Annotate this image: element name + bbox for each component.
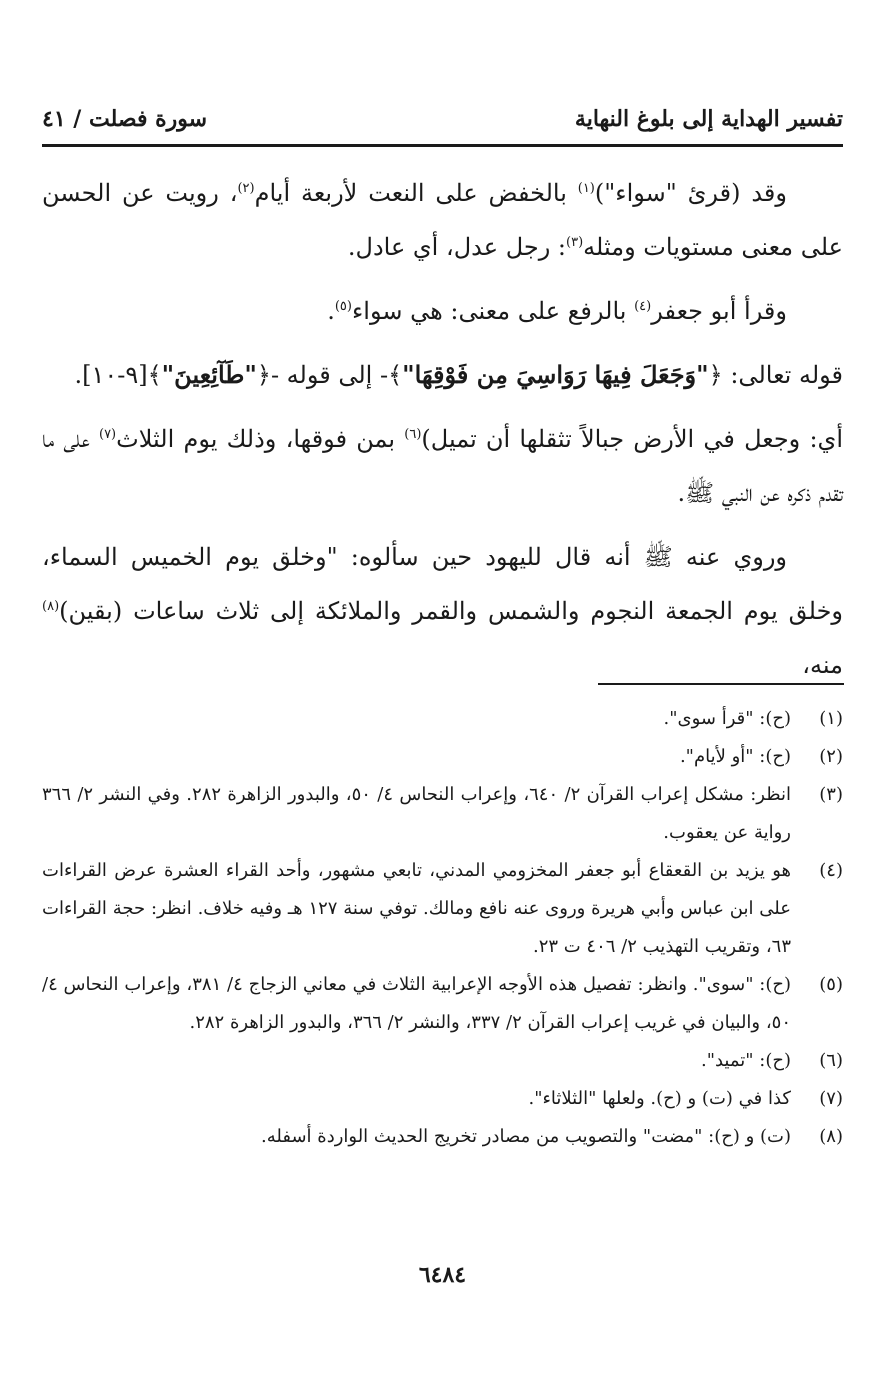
footnote [42, 1042, 843, 1080]
footnote-ref: (٨) [42, 599, 60, 614]
footnote-number: (٦) [819, 1050, 843, 1071]
text-run: منه، [802, 651, 843, 679]
page-number: ٦٤٨٤ [418, 1262, 467, 1288]
quran-verse-paragraph [42, 348, 843, 402]
footnote-number: (٨) [819, 1126, 843, 1147]
paragraph [42, 530, 843, 692]
footnote-number: (٧) [819, 1088, 843, 1109]
footnote-ref: (٥) [334, 299, 352, 314]
footnote [42, 776, 843, 852]
footnote-rule [598, 683, 844, 685]
footnote-number: (٣) [819, 784, 843, 805]
text-run: ﴾[٩-١٠]. [74, 361, 162, 389]
text-run: وقرأ أبو جعفر [651, 297, 787, 325]
main-text [42, 166, 843, 702]
footnote-text: (ح): "سوى". وانظر: تفصيل هذه الأوجه الإعرابية الثلاث في معاني الزجاج ٤/ ٣٨١، وإعراب النحاس ٤/ ٥٠، والبيان في غريب إعراب القرآن ٢/ ٣٣٧، والنشر ٢/ ٣٦٦، والبدور الزاهرة ٢٨٢. [42, 974, 791, 1033]
text-run: بمن فوقها، وذلك يوم الثلاث [116, 425, 405, 453]
footnote [42, 700, 843, 738]
paragraph [42, 166, 843, 274]
running-head [42, 98, 843, 132]
footnote-number: (٢) [819, 746, 843, 767]
text-run: . [327, 297, 335, 325]
footnote-ref: (٤) [634, 299, 652, 314]
text-run: وروي عنه ﷺ أنه قال لليهود حين سألوه: "وخلق يوم الخميس السماء، وخلق يوم الجمعة النجوم والشمس والقمر والملائكة إلى ثلاث ساعات (بقين) [42, 543, 843, 625]
footnote-ref: (١) [577, 181, 595, 196]
text-run: أي: وجعل في الأرض جبالاً تثقلها أن تميل) [421, 425, 843, 453]
footnote-text: (ح): "تميد". [700, 1050, 791, 1071]
footnote [42, 738, 843, 776]
footnote-text: (ت) و (ح): "مضت" والتصويب من مصادر تخريج الحديث الواردة أسفله. [261, 1126, 791, 1147]
footnote-number: (٤) [819, 860, 843, 881]
text-run: بالخفض على النعت لأربعة أيام [254, 179, 578, 207]
footnote-ref: (٧) [98, 427, 117, 442]
text-run: على ما تقدم ذكره عن النبي ﷺ. [42, 425, 843, 507]
text-run: : رجل عدل، أي عادل. [347, 233, 567, 261]
footnote-number: (١) [819, 708, 843, 729]
footnote [42, 966, 843, 1042]
text-run: ﴾- إلى قوله -﴿ [256, 361, 403, 389]
footnote [42, 1080, 843, 1118]
chapter-title: سورة فصلت / ٤١ [42, 106, 208, 132]
text-run: وقد (قرئ "سواء") [594, 179, 787, 207]
paragraph [42, 412, 843, 520]
text-run: ، رويت عن الحسن على معنى مستويات ومثله [42, 179, 843, 261]
footnotes [42, 700, 843, 1156]
footnote-text: انظر: مشكل إعراب القرآن ٢/ ٦٤٠، وإعراب النحاس ٤/ ٥٠، والبدور الزاهرة ٢٨٢. وفي النشر ٢/ ٣٦٦ رواية عن يعقوب. [42, 784, 791, 843]
footnote-ref: (٣) [566, 235, 584, 250]
header-rule [42, 144, 843, 147]
footnote [42, 1118, 843, 1156]
footnote [42, 852, 843, 966]
footnote-ref: (٦) [404, 427, 422, 442]
footnote-ref: (٢) [237, 181, 255, 196]
footnote-text: كذا في (ت) و (ح). ولعلها "الثلاثاء". [528, 1088, 791, 1109]
paragraph [42, 284, 843, 338]
quran-text: "طَآئِعِينَ" [161, 360, 257, 389]
text-run: بالرفع على معنى: هي سواء [351, 297, 635, 325]
footnote-text: (ح): "أو لأيام". [679, 746, 791, 767]
text-run: قوله تعالى: ﴿ [708, 361, 843, 389]
footnote-text: هو يزيد بن القعقاع أبو جعفر المخزومي المدني، تابعي مشهور، وأحد القراء العشرة عرض القراءات على ابن عباس وأبي هريرة وروى عنه نافع ومالك. توفي سنة ١٢٧ هـ وفيه خلاف. انظر: حجة القراءات ٦٣، وتقريب التهذيب ٢/ ٤٠٦ ت ٢٣. [42, 860, 791, 957]
quran-text: "وَجَعَلَ فِيهَا رَوَاسِيَ مِن فَوْقِهَا" [402, 360, 709, 389]
book-title: تفسير الهداية إلى بلوغ النهاية [574, 106, 843, 132]
footnote-text: (ح): "قرأ سوى". [663, 708, 791, 729]
footnote-number: (٥) [819, 974, 843, 995]
